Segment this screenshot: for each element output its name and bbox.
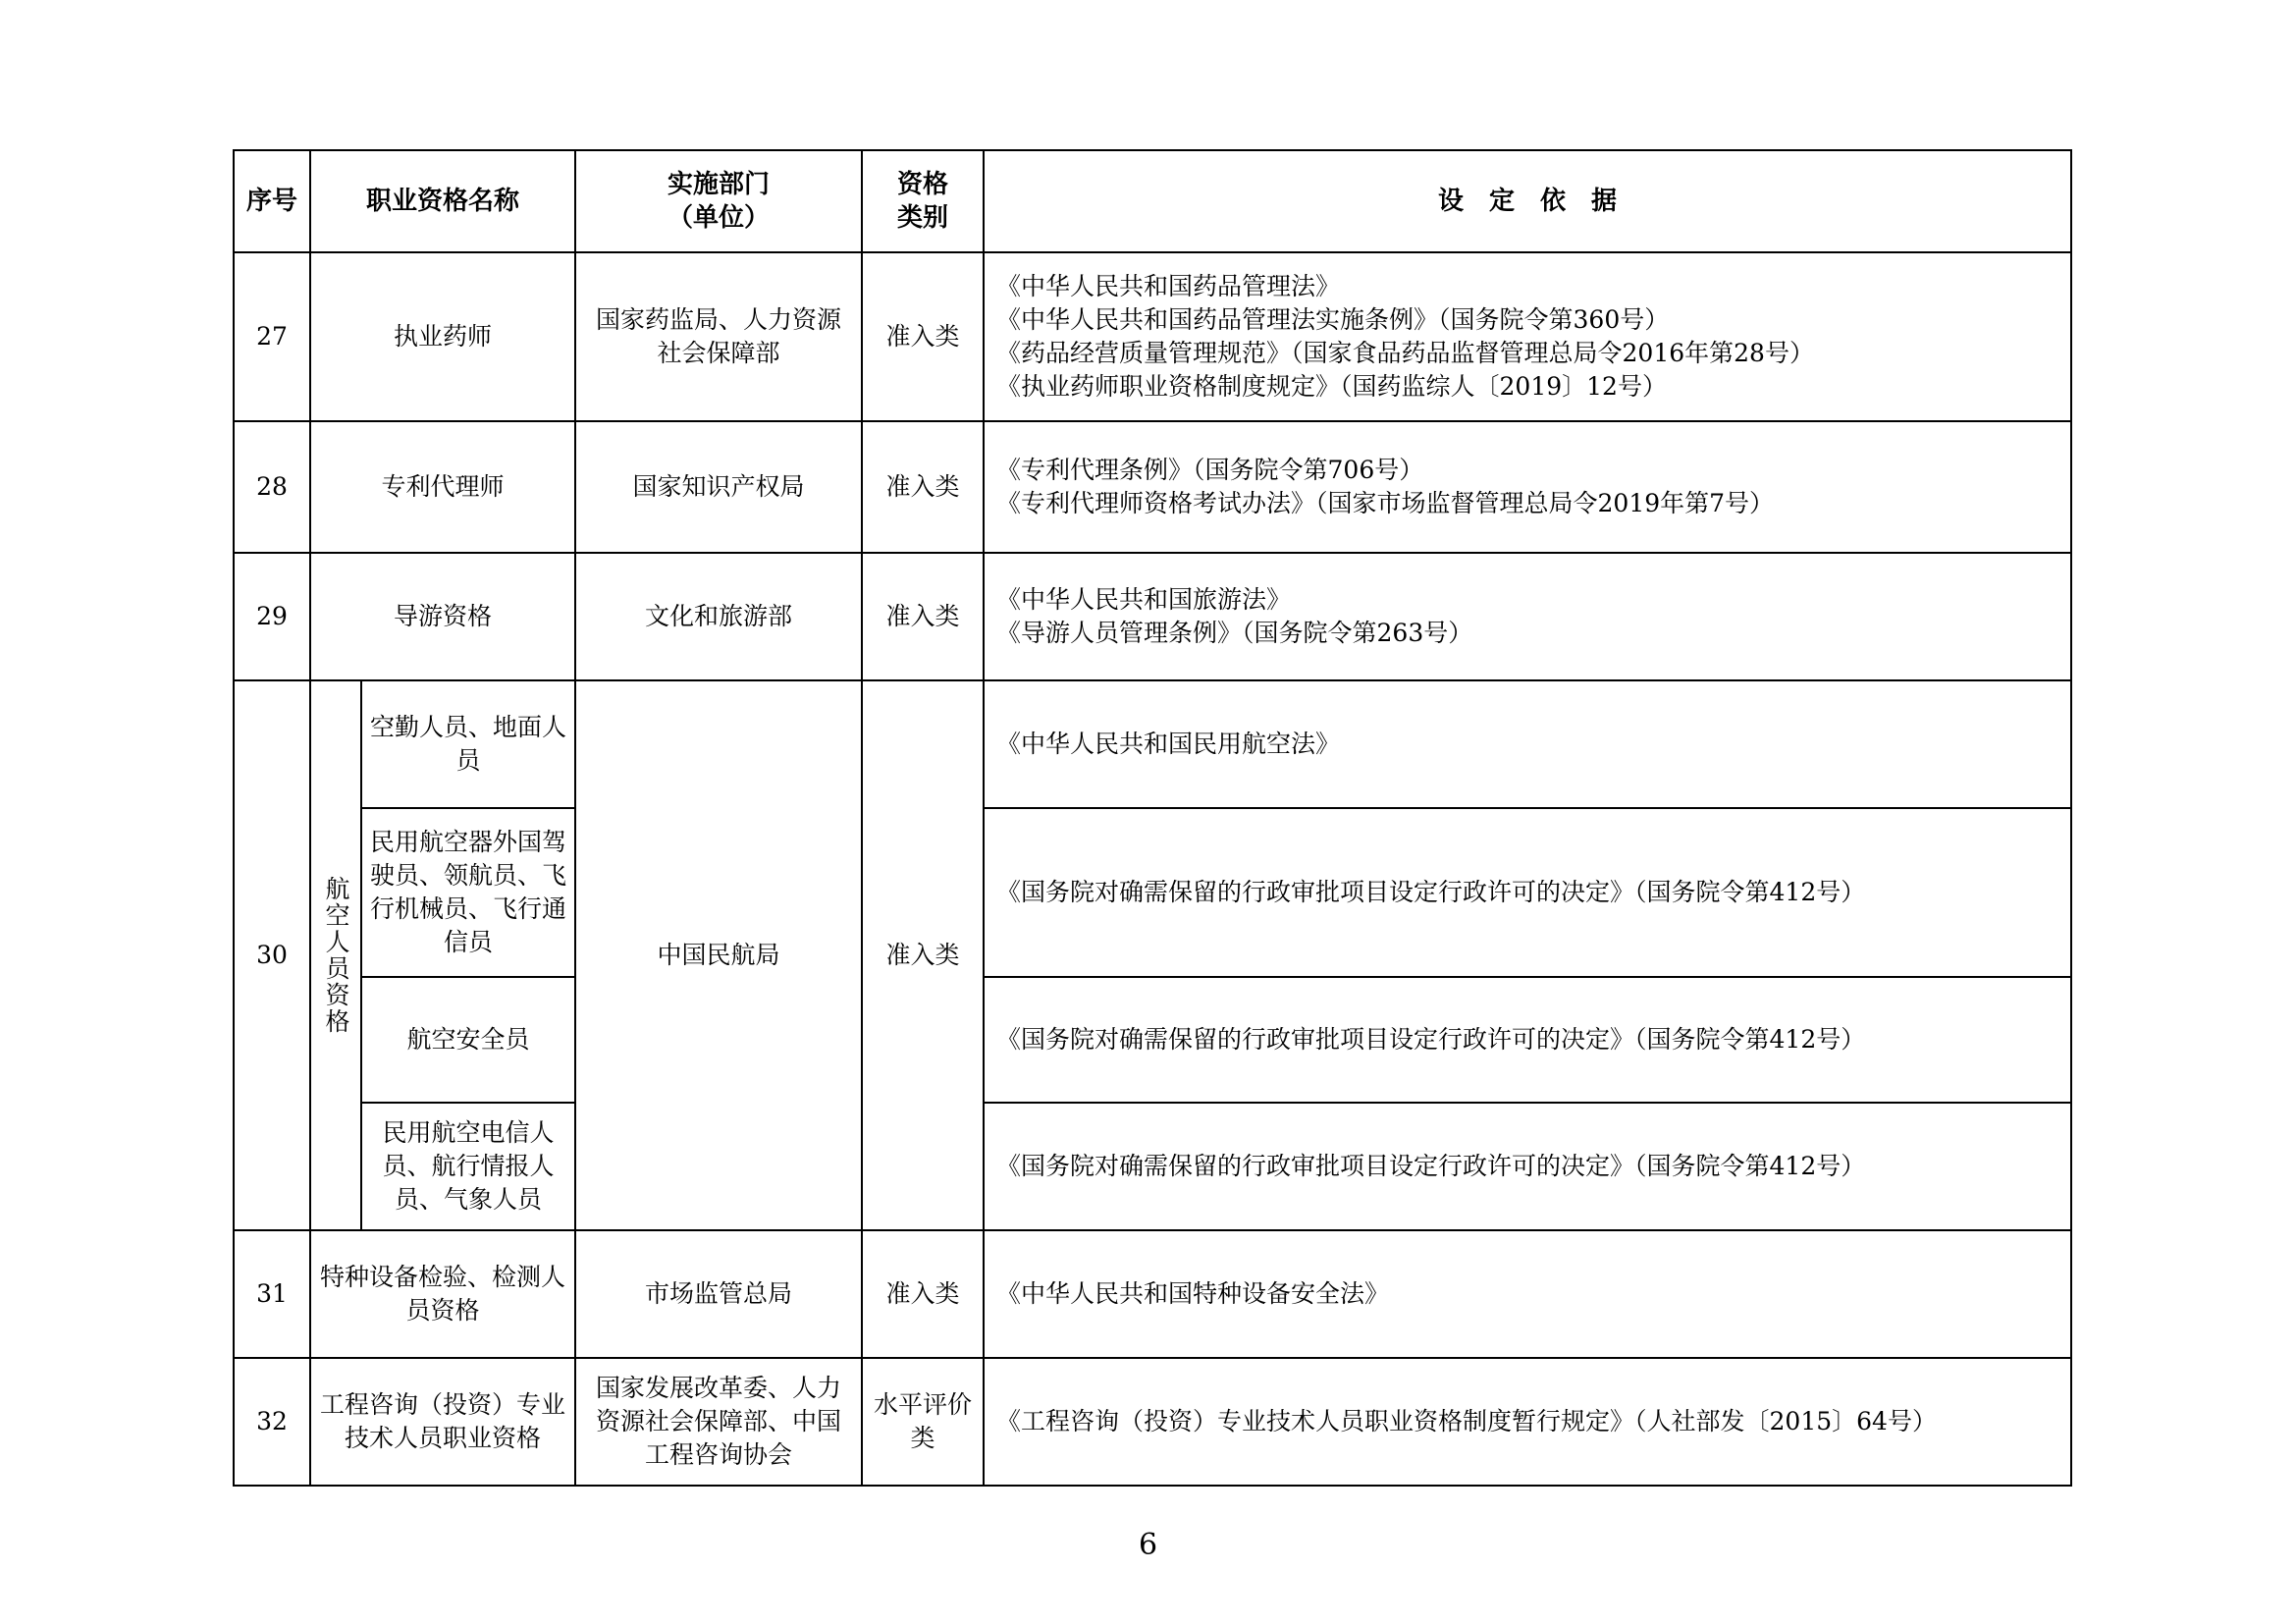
table-row xyxy=(234,252,2071,421)
row-dept: 国家发展改革委、人力资源社会保障部、中国工程咨询协会 xyxy=(575,1358,862,1486)
row-basis: 《中华人民共和国民用航空法》 xyxy=(984,680,2071,808)
row-name: 专利代理师 xyxy=(310,421,575,553)
header-row xyxy=(234,150,2071,252)
header-dept xyxy=(575,150,862,252)
row-basis xyxy=(984,252,2071,421)
row-sub-name: 民用航空器外国驾驶员、领航员、飞行机械员、飞行通信员 xyxy=(361,808,575,977)
header-dept-line1: 实施部门 xyxy=(667,170,771,199)
row-group-name: 航空人员资格 xyxy=(310,680,361,1230)
table-row xyxy=(234,977,2071,1103)
row-sub-name: 空勤人员、地面人员 xyxy=(361,680,575,808)
qualification-table xyxy=(233,149,2072,1487)
row-seq: 32 xyxy=(234,1358,310,1486)
row-type: 准入类 xyxy=(862,252,984,421)
row-type: 准入类 xyxy=(862,680,984,1230)
header-type xyxy=(862,150,984,252)
header-basis: 设 定 依 据 xyxy=(984,150,2071,252)
basis-line: 《执业药师职业资格制度规定》（国药监综人〔2019〕12号） xyxy=(996,372,1667,401)
row-type: 准入类 xyxy=(862,421,984,553)
table-row xyxy=(234,553,2071,680)
table-row xyxy=(234,808,2071,977)
row-dept: 国家药监局、人力资源社会保障部 xyxy=(575,252,862,421)
row-seq: 28 xyxy=(234,421,310,553)
row-dept: 国家知识产权局 xyxy=(575,421,862,553)
basis-line: 《专利代理条例》（国务院令第706号） xyxy=(996,456,1424,484)
row-name: 特种设备检验、检测人员资格 xyxy=(310,1230,575,1358)
basis-line: 《药品经营质量管理规范》（国家食品药品监督管理总局令2016年第28号） xyxy=(996,339,1814,367)
row-basis xyxy=(984,421,2071,553)
row-basis: 《国务院对确需保留的行政审批项目设定行政许可的决定》（国务院令第412号） xyxy=(984,808,2071,977)
row-name: 工程咨询（投资）专业技术人员职业资格 xyxy=(310,1358,575,1486)
row-name: 导游资格 xyxy=(310,553,575,680)
header-dept-line2: （单位） xyxy=(667,203,771,233)
basis-line: 《中华人民共和国药品管理法实施条例》（国务院令第360号） xyxy=(996,305,1670,334)
row-seq: 31 xyxy=(234,1230,310,1358)
row-basis: 《工程咨询（投资）专业技术人员职业资格制度暂行规定》（人社部发〔2015〕64号） xyxy=(984,1358,2071,1486)
basis-line: 《中华人民共和国药品管理法》 xyxy=(996,272,1341,300)
basis-line: 《中华人民共和国旅游法》 xyxy=(996,585,1292,614)
page-number: 6 xyxy=(1138,1528,1158,1562)
header-type-line1: 资格 xyxy=(897,170,949,199)
row-dept: 文化和旅游部 xyxy=(575,553,862,680)
basis-line: 《导游人员管理条例》（国务院令第263号） xyxy=(996,619,1473,647)
row-basis: 《国务院对确需保留的行政审批项目设定行政许可的决定》（国务院令第412号） xyxy=(984,1103,2071,1230)
table-row xyxy=(234,680,2071,808)
header-seq: 序号 xyxy=(234,150,310,252)
row-dept: 市场监管总局 xyxy=(575,1230,862,1358)
table-row xyxy=(234,1230,2071,1358)
row-seq: 29 xyxy=(234,553,310,680)
row-sub-name: 航空安全员 xyxy=(361,977,575,1103)
row-type: 水平评价类 xyxy=(862,1358,984,1486)
row-type: 准入类 xyxy=(862,1230,984,1358)
row-basis: 《中华人民共和国特种设备安全法》 xyxy=(984,1230,2071,1358)
row-basis xyxy=(984,553,2071,680)
row-basis: 《国务院对确需保留的行政审批项目设定行政许可的决定》（国务院令第412号） xyxy=(984,977,2071,1103)
row-seq: 27 xyxy=(234,252,310,421)
table-row xyxy=(234,1358,2071,1486)
row-seq: 30 xyxy=(234,680,310,1230)
row-dept: 中国民航局 xyxy=(575,680,862,1230)
row-sub-name: 民用航空电信人员、航行情报人员、气象人员 xyxy=(361,1103,575,1230)
row-type: 准入类 xyxy=(862,553,984,680)
table-row xyxy=(234,421,2071,553)
header-type-line2: 类别 xyxy=(897,203,949,233)
table-row xyxy=(234,1103,2071,1230)
header-name: 职业资格名称 xyxy=(310,150,575,252)
row-name: 执业药师 xyxy=(310,252,575,421)
basis-line: 《专利代理师资格考试办法》（国家市场监督管理总局令2019年第7号） xyxy=(996,489,1775,517)
